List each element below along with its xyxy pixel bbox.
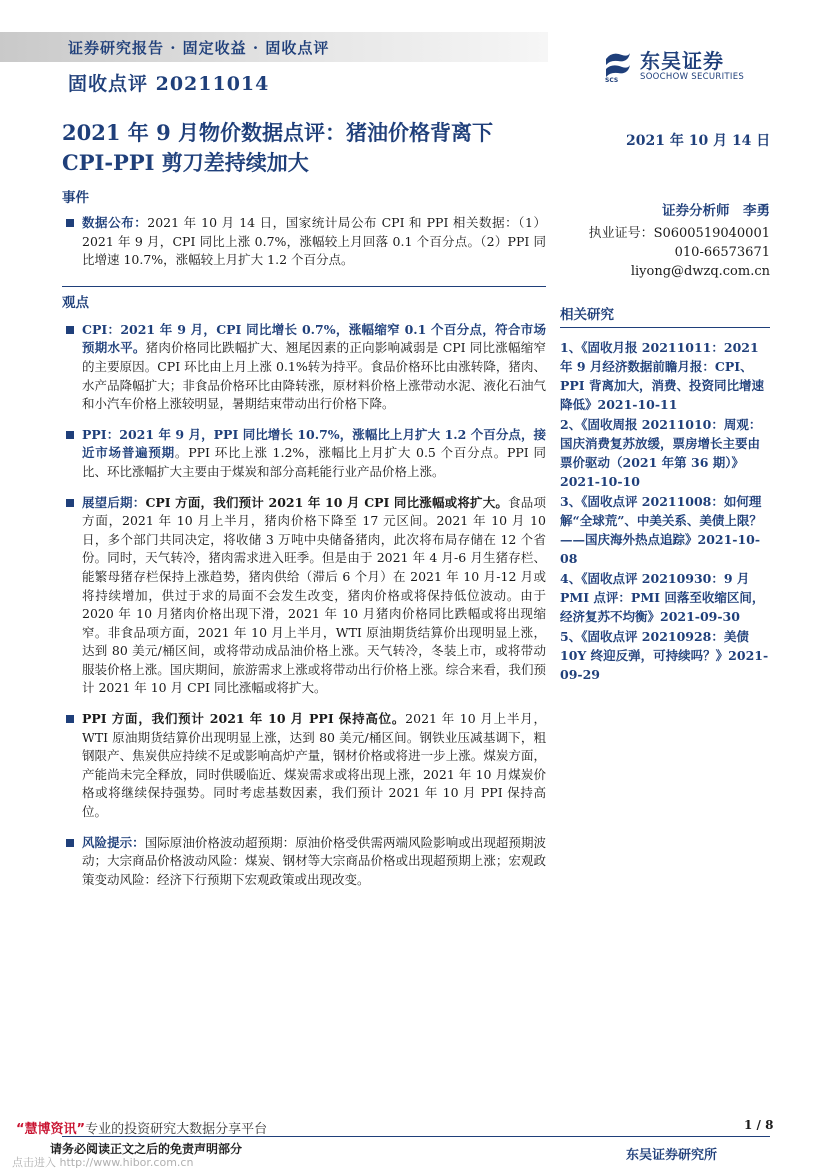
analyst-email[interactable]: liyong@dwzq.com.cn: [630, 264, 770, 279]
divider: [62, 286, 546, 287]
ppi-outlook-lead: PPI 方面，我们预计 2021 年 10 月 PPI 保持高位。: [82, 711, 406, 727]
bullet-square-icon: [66, 715, 74, 723]
related-item[interactable]: 3、《固收点评 20211008：如何理解“全球荒”、中美关系、美债上限？——国庆海外热点追踪》2021-10-08: [560, 494, 762, 566]
page-number: 1 / 8: [744, 1118, 774, 1132]
outlook-text: 食品项方面，2021 年 10 月上半月，猪肉价格下降至 17 元区间。2021 年 10 月 10 日，多个部门共同决定，将收储 3 万吨中央储备猪肉，此次将布局存储在 12 个省份。同时，天气转冷，猪肉需求进入旺季。但是由于 2021 年 4 月-6 月生猪存栏、能繁母猪存栏保持上涨趋势，猪肉供给（滞后 6 个月）在 2021 年 10 月-12 月或将持续增加，供过于求的局面不会发生改变，猪肉价格或将保持低位波动。由于 2020 年 10 月猪肉价格出现下滑，2021 年 10 月猪肉价格同比跌幅或将出现缩窄。非食品项方面，2021 年 10 月上半月，WTI 原油期货结算价出现明显上涨，达到 80 美元/桶区间，或将带动成品油价格上涨。天气转冷，冬装上市，或将带动服装价格上涨。国庆期间，旅游需求上涨或将带动出行价格上涨。综合来看，我们预计 2021 年 10 月 CPI 同比涨幅或将扩大。: [82, 494, 546, 696]
logo-en-text: SOOCHOW SECURITIES: [640, 71, 745, 82]
ppi-bullet: [62, 426, 546, 482]
bullet-square-icon: [66, 219, 74, 227]
cpi-text: 猪肉价格同比跌幅扩大、翘尾因素的正向影响减弱是 CPI 同比涨幅缩窄的主要原因。CPI 环比由上月上涨 0.1%转为持平。食品价格环比由涨转降，猪肉、水产品降幅扩大；非食品价格环比由降转涨，原材料价格上涨带动水泥、液化石油气和小汽车价格上涨较明显，暑期结束带动出行价格下降。: [82, 340, 546, 412]
analyst-name: 证券分析师 李勇: [662, 203, 770, 219]
bullet-square-icon: [66, 839, 74, 847]
header-category-bar: [0, 32, 548, 62]
cpi-lead: CPI：2021 年 9 月，CPI 同比增长 0.7%，涨幅缩窄 0.1 个百分点，符合市场预期水平。: [82, 321, 546, 356]
header-subtitle-bar: [0, 62, 548, 102]
section-view-label: 观点: [62, 294, 89, 311]
ppi-lead: PPI：2021 年 9 月，PPI 同比增长 10.7%，涨幅比上月扩大 1.2 个百分点，接近市场普遍预期: [82, 426, 546, 461]
sidebar: [560, 202, 770, 685]
outlook-lead: 展望后期：: [82, 494, 146, 510]
disclaimer-notice: 请务必阅读正文之后的免责声明部分: [50, 1142, 243, 1156]
title-line-1: 2021 年 9 月物价数据点评：猪油价格背离下: [62, 120, 493, 145]
ppi-text: 。PPI 环比上涨 1.2%，涨幅比上月扩大 0.5 个百分点。PPI 同比、环比涨幅扩大主要由于煤炭和部分高耗能行业产品价格上涨。: [82, 445, 546, 479]
title-line-2: CPI-PPI 剪刀差持续加大: [62, 150, 309, 175]
svg-text:SCS: SCS: [605, 77, 619, 83]
bullet-square-icon: [66, 326, 74, 334]
risk-bullet: [62, 834, 546, 890]
related-item[interactable]: 1、《固收月报 20211011：2021 年 9 月经济数据前瞻月报：CPI、PPI 背离加大，消费、投资同比增速降低》2021-10-11: [560, 340, 764, 412]
company-logo: [602, 46, 772, 86]
cpi-bullet: [62, 321, 546, 414]
ppi-outlook-bullet: [62, 710, 546, 822]
report-date: 2021 年 10 月 14 日: [626, 133, 771, 149]
report-subtitle: 固收点评 20211014: [68, 72, 270, 95]
related-research-list: [560, 338, 770, 684]
bullet-square-icon: [66, 499, 74, 507]
outlook-lead-2: CPI 方面，我们预计 2021 年 10 月 CPI 同比涨幅或将扩大。: [145, 494, 509, 510]
logo-mark-icon: [602, 49, 634, 83]
related-item[interactable]: 2、《固收周报 20211010：周观：国庆消费复苏放缓，票房增长主要由票价驱动（2021 年第 36 期）》2021-10-10: [560, 417, 762, 489]
main-content: [62, 186, 546, 899]
header-band: [0, 32, 548, 102]
risk-text: 国际原油价格波动超预期：原油价格受供需两端风险影响或出现超预期波动；大宗商品价格波动风险：煤炭、钢材等大宗商品价格或出现超预期上涨；宏观政策变动风险：经济下行预期下宏观政策或出现改变。: [82, 834, 546, 887]
event-lead: 数据公布：: [82, 215, 148, 230]
bullet-square-icon: [66, 431, 74, 439]
related-research-heading: 相关研究: [560, 303, 770, 328]
watermark-tagline-text: 专业的投资研究大数据分享平台: [85, 1122, 268, 1137]
watermark-brand: “慧博资讯”: [16, 1122, 86, 1137]
risk-lead: 风险提示：: [82, 834, 145, 850]
analyst-cert: 执业证号：S0600519040001: [588, 226, 770, 241]
event-text: 2021 年 10 月 14 日，国家统计局公布 CPI 和 PPI 相关数据：（1）2021 年 9 月，CPI 同比上涨 0.7%，涨幅较上月回落 0.1 个百分点。（2）PPI 同比增速 10.7%，涨幅较上月扩大 1.2 个百分点。: [82, 215, 546, 268]
analyst-block: [560, 202, 770, 281]
analyst-phone: 010-66573671: [674, 245, 770, 260]
related-item[interactable]: 4、《固收点评 20210930：9 月 PMI 点评：PMI 回落至收缩区间，经济复苏不均衡》2021-09-30: [560, 571, 765, 624]
report-category: 证券研究报告 · 固定收益 · 固收点评: [68, 38, 330, 57]
footer-org: 东吴证券研究所: [626, 1148, 718, 1163]
watermark-tagline: [16, 1118, 267, 1137]
related-item[interactable]: 5、《固收点评 20210928：美债 10Y 终迎反弹，可持续吗？》2021-09-29: [560, 629, 769, 682]
ppi-outlook-text: 2021 年 10 月上半月，WTI 原油期货结算价出现明显上涨，达到 80 美元/桶区间。钢铁业压减基调下，粗钢限产、焦炭供应持续不足或影响高炉产量，钢材价格或将进一步上涨。煤炭方面，产能尚未完全释放，同时供暖临近、煤炭需求或将出现上涨，2021 年 10 月煤炭价格或将继续保持强势。同时考虑基数因素，我们预计 2021 年 10 月 PPI 保持高位。: [82, 711, 546, 820]
outlook-bullet: [62, 494, 546, 699]
logo-cn-text: 东吴证券: [640, 48, 724, 73]
report-title: [62, 118, 562, 178]
event-bullet: [62, 214, 546, 270]
section-event-label: 事件: [62, 190, 89, 206]
watermark-site-link[interactable]: 点击进入 http://www.hibor.com.cn: [12, 1156, 194, 1169]
